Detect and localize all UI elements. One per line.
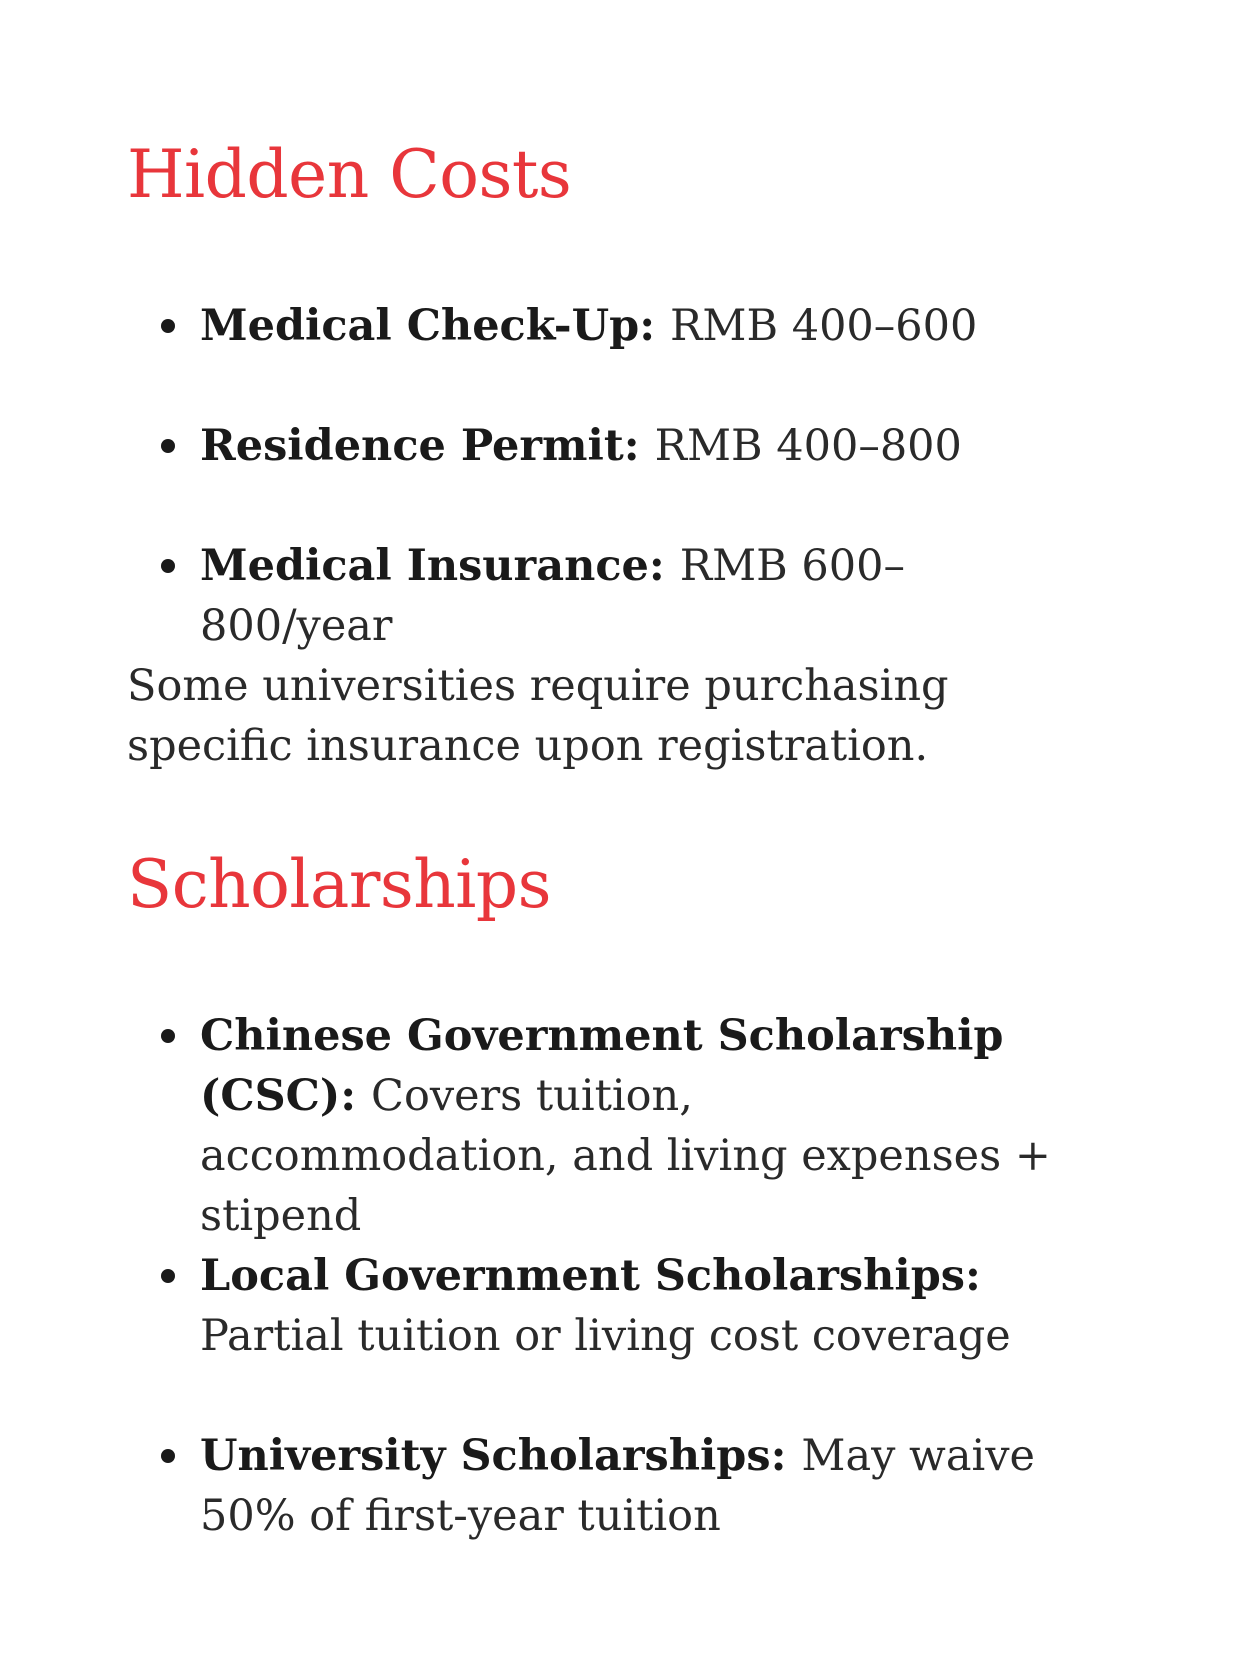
item-label: Residence Permit: bbox=[200, 421, 655, 471]
item-label: University Scholarships: bbox=[200, 1431, 802, 1481]
list-item-medical-insurance bbox=[127, 536, 1057, 656]
bullet-icon bbox=[161, 559, 175, 573]
item-value: May waive 50% of first-year tuition bbox=[200, 1431, 1035, 1541]
bullet-icon bbox=[161, 319, 175, 333]
list-item-local-government-scholarships bbox=[127, 1246, 1057, 1366]
item-label: Local Government Scholarships: bbox=[200, 1251, 981, 1301]
list-item-csc-scholarship bbox=[127, 1006, 1057, 1246]
item-value: Covers tuition, accommodation, and living expenses + stipend bbox=[200, 1071, 1051, 1241]
item-value: RMB 400–600 bbox=[670, 301, 978, 351]
list-item-university-scholarships bbox=[127, 1426, 1057, 1546]
list-item-residence-permit bbox=[127, 416, 1057, 476]
item-value: Partial tuition or living cost coverage bbox=[200, 1311, 1011, 1361]
item-label: Medical Insurance: bbox=[200, 541, 680, 591]
bullet-icon bbox=[161, 1029, 175, 1043]
list-item-medical-check-up bbox=[127, 296, 1057, 356]
bullet-icon bbox=[161, 439, 175, 453]
item-label: Chinese Government Scholarship (CSC): bbox=[200, 1011, 1004, 1121]
insurance-note: Some universities require purchasing specific insurance upon registration. bbox=[127, 661, 949, 771]
scholarships-heading: Scholarships bbox=[127, 846, 552, 923]
hidden-costs-heading: Hidden Costs bbox=[127, 136, 572, 213]
bullet-icon bbox=[161, 1449, 175, 1463]
item-value: RMB 600–800/year bbox=[200, 541, 905, 651]
item-label: Medical Check-Up: bbox=[200, 301, 671, 351]
item-value: RMB 400–800 bbox=[654, 421, 962, 471]
bullet-icon bbox=[161, 1269, 175, 1283]
